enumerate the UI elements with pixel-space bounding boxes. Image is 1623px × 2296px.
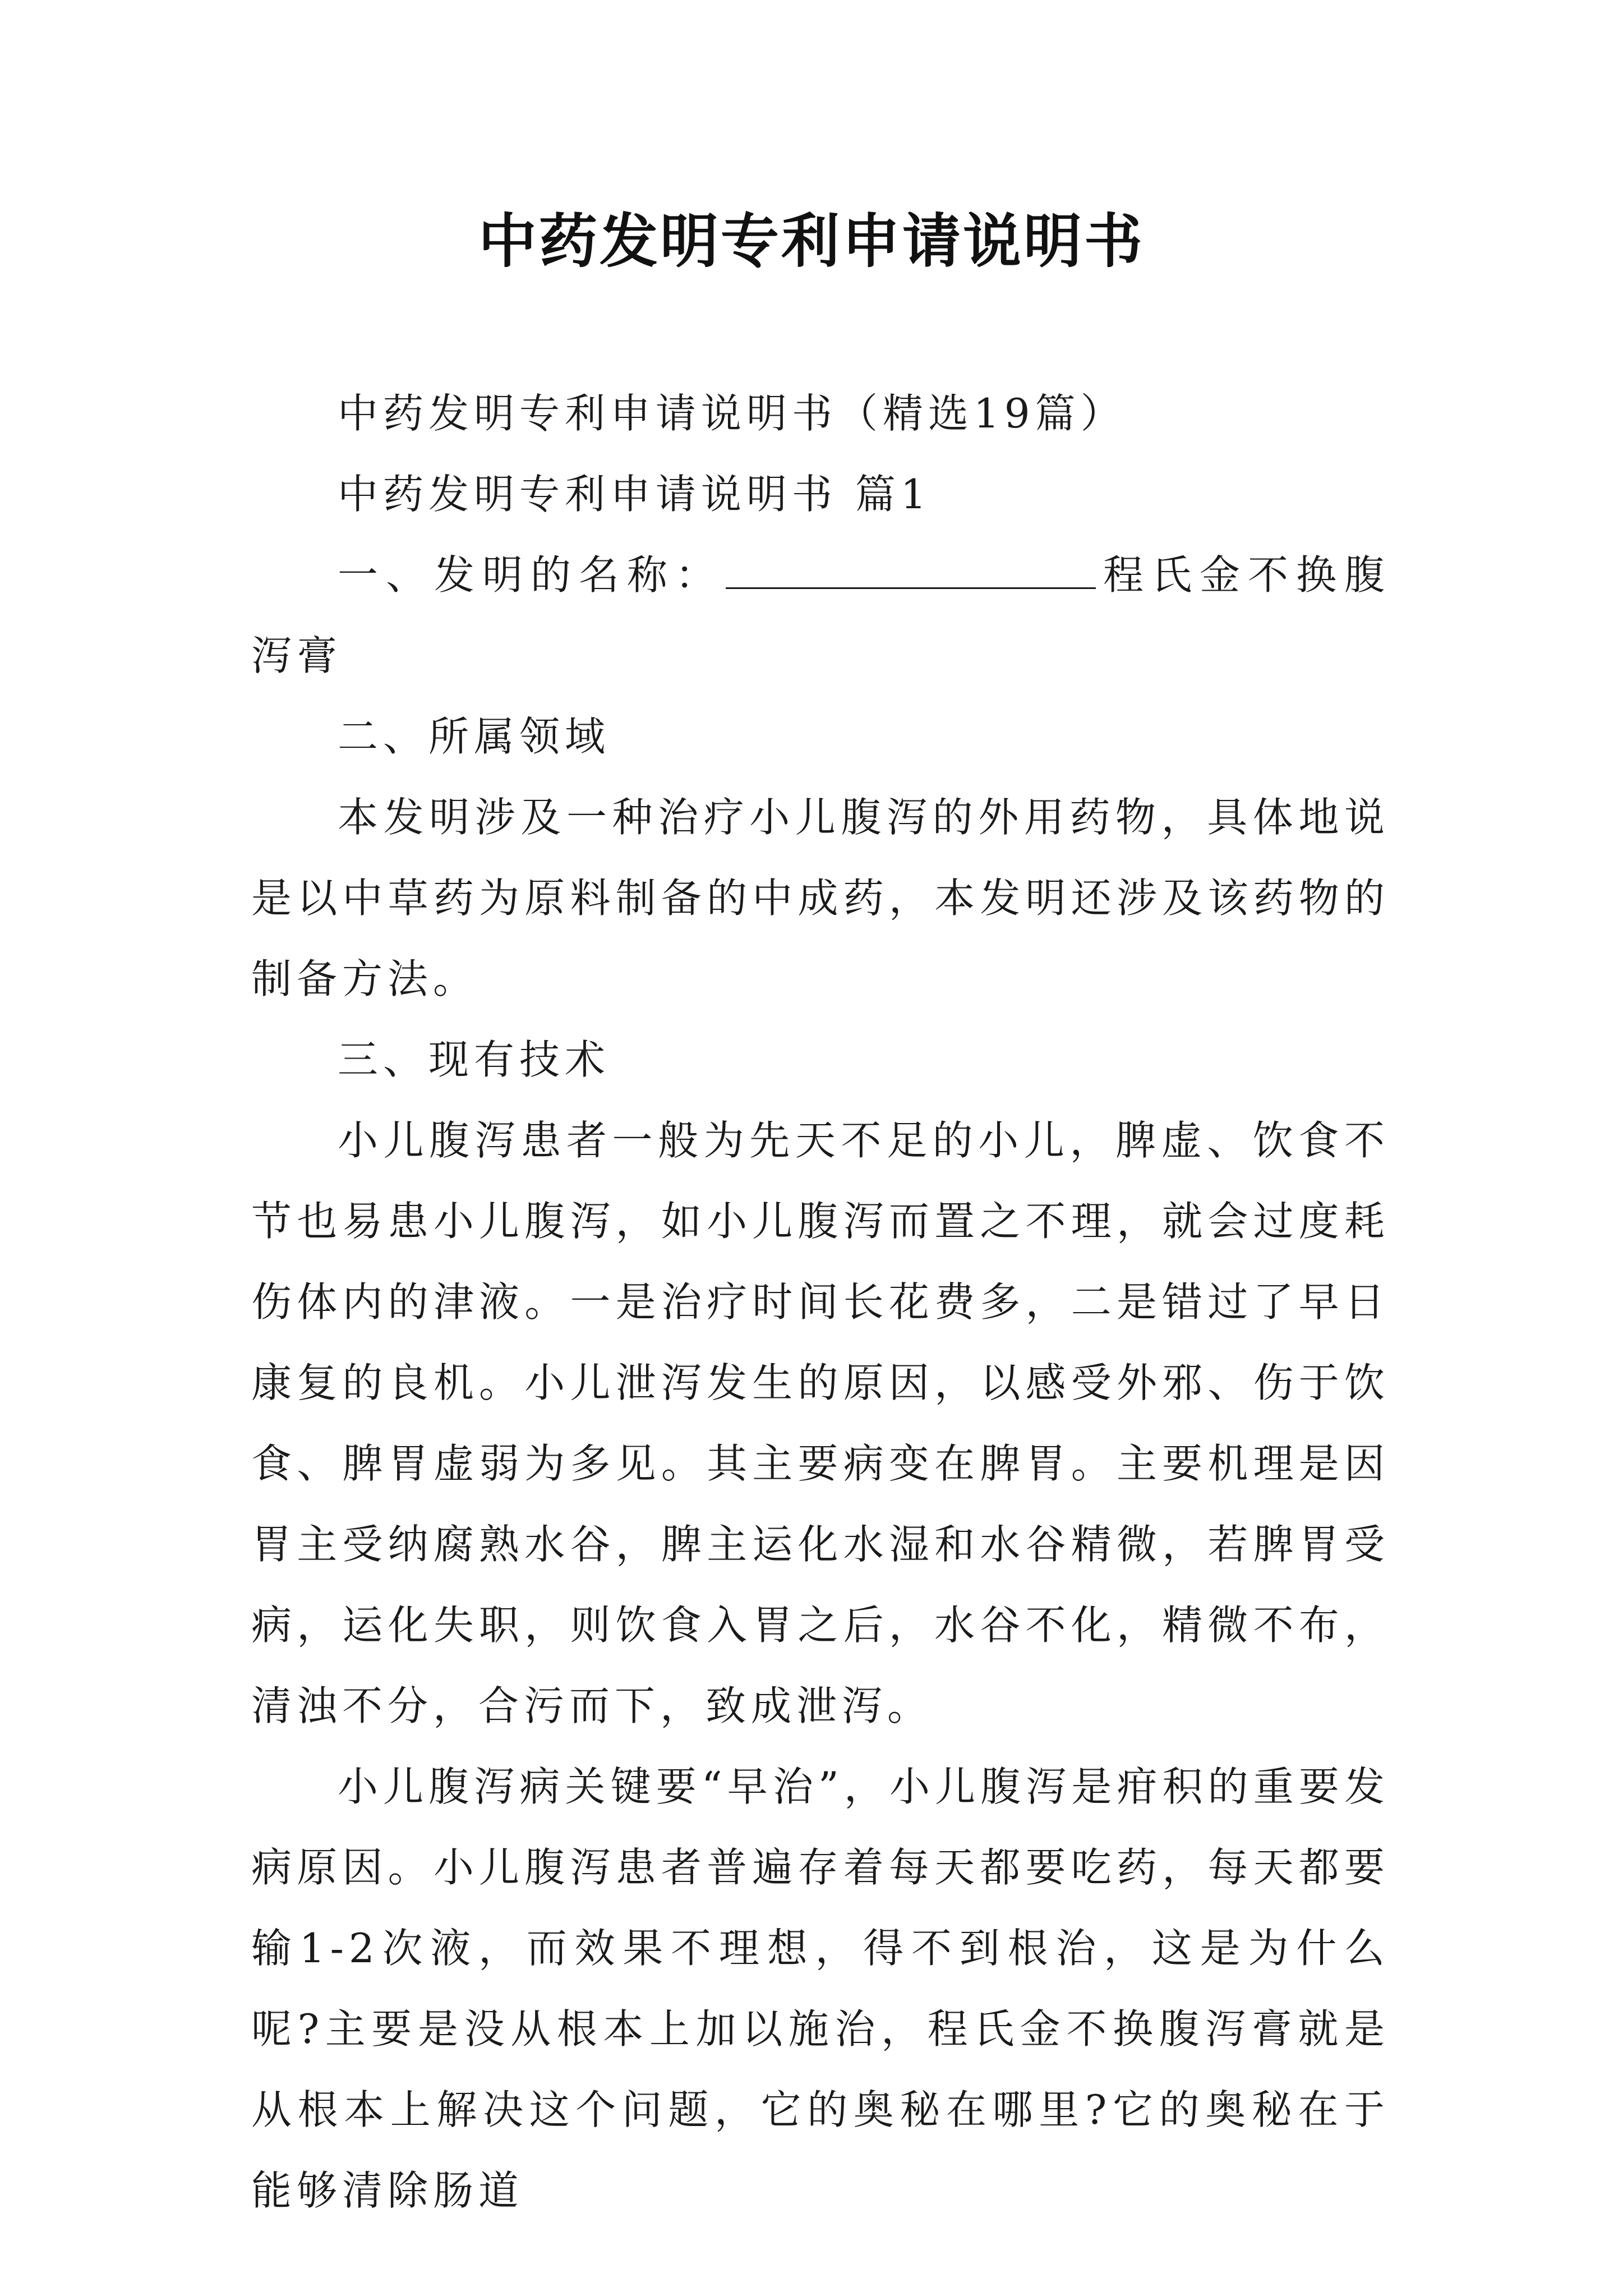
field-heading: 二、所属领域 — [338, 713, 611, 760]
invention-name-label: 一、发明的名称： — [338, 551, 723, 599]
invention-name-line — [251, 535, 1390, 696]
prior-art-paragraph-2: 小儿腹泻病关键要“早治”，小儿腹泻是疳积的重要发病原因。小儿腹泻患者普遍存着每天都要吃药，每天都要输1-2次液，而效果不理想，得不到根治，这是为什么呢?主要是没从根本上加以施治，程氏金不换腹泻膏就是从根本上解决这个问题，它的奥秘在哪里?它的奥秘在于能够清除肠道 — [251, 1763, 1390, 2214]
prior-art-heading: 三、现有技术 — [338, 1036, 611, 1083]
section-heading: 中药发明专利申请说明书 篇1 — [338, 471, 932, 518]
prior-art-paragraph-1: 小儿腹泻患者一般为先天不足的小儿，脾虚、饮食不节也易患小儿腹泻，如小儿腹泻而置之不理，就会过度耗伤体内的津液。一是治疗时间长花费多，二是错过了早日康复的良机。小儿泄泻发生的原因，以感受外邪、伤于饮食、脾胃虚弱为多见。其主要病变在脾胃。主要机理是因胃主受纳腐熟水谷，脾主运化水湿和水谷精微，若脾胃受病，运化失职，则饮食入胃之后，水谷不化，精微不布，清浊不分，合污而下，致成泄泻。 — [251, 1117, 1390, 1729]
document-title: 中药发明专利申请说明书 — [478, 207, 1145, 275]
fill-in-blank-line — [726, 540, 1096, 589]
document-subtitle: 中药发明专利申请说明书（精选19篇） — [338, 390, 1126, 437]
field-paragraph: 本发明涉及一种治疗小儿腹泻的外用药物，具体地说是以中草药为原料制备的中成药，本发明还涉及该药物的制备方法。 — [251, 794, 1390, 1002]
invention-name-value: 程氏金不换腹泻膏 — [251, 551, 1390, 679]
document-body — [251, 373, 1390, 2231]
